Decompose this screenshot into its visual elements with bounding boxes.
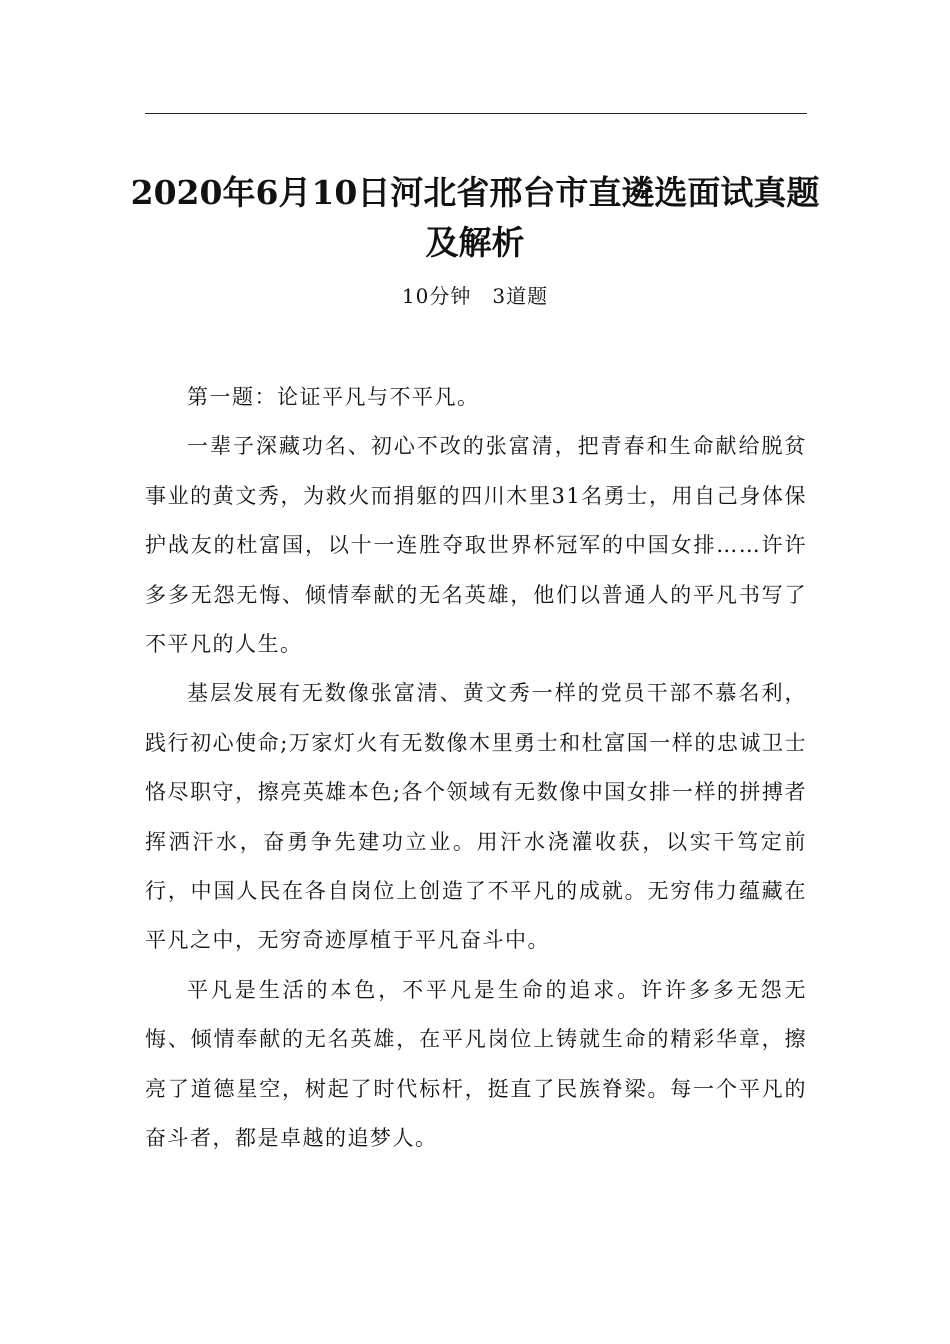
body-paragraph-3: 平凡是生活的本色，不平凡是生命的追求。许许多多无怨无悔、倾情奉献的无名英雄，在平凡岗位上铸就生命的精彩华章，擦亮了道德星空，树起了时代标杆，挺直了民族脊梁。每一个平凡的奋斗者，都是卓越的追梦人。 — [145, 977, 807, 1151]
question-heading: 第一题：论证平凡与不平凡。 — [187, 385, 480, 409]
document-subtitle: 10分钟 3道题 — [401, 284, 549, 308]
document-title: 2020年6月10日河北省邢台市直遴选面试真题及解析 — [130, 173, 820, 262]
document-body — [145, 373, 807, 1164]
header-rule — [145, 113, 807, 114]
body-paragraph-1: 一辈子深藏功名、初心不改的张富清，把青春和生命献给脱贫事业的黄文秀，为救火而捐躯的四川木里31名勇士，用自己身体保护战友的杜富国，以十一连胜夺取世界杯冠军的中国女排……许许多多无怨无悔、倾情奉献的无名英雄，他们以普通人的平凡书写了不平凡的人生。 — [145, 434, 807, 657]
body-paragraph-2: 基层发展有无数像张富清、黄文秀一样的党员干部不慕名利，践行初心使命;万家灯火有无数像木里勇士和杜富国一样的忠诚卫士恪尽职守，擦亮英雄本色;各个领域有无数像中国女排一样的拼搏者挥洒汗水，奋勇争先建功立业。用汗水浇灌收获，以实干笃定前行，中国人民在各自岗位上创造了不平凡的成就。无穷伟力蕴藏在平凡之中，无穷奇迹厚植于平凡奋斗中。 — [145, 681, 807, 953]
